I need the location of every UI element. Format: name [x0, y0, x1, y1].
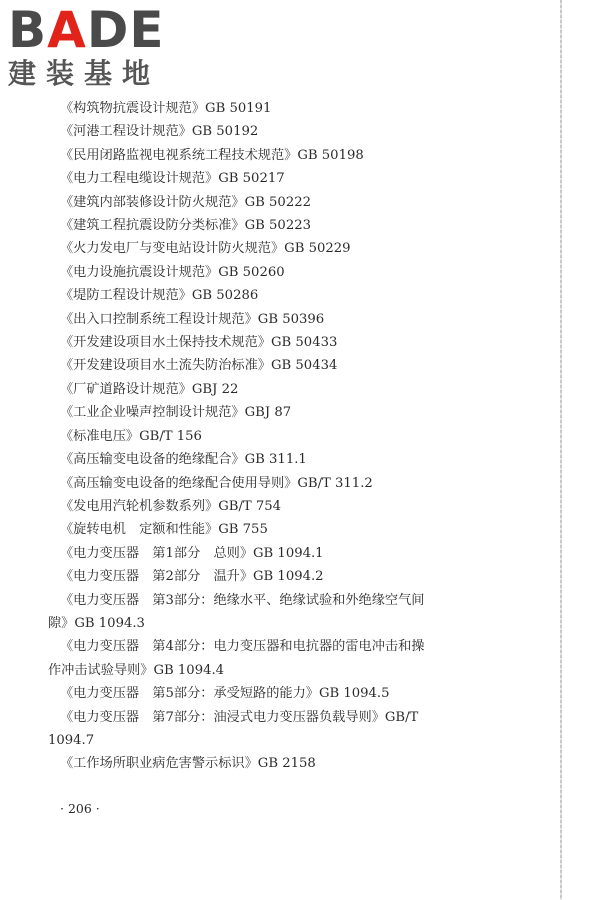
- reference-item: 《发电用汽轮机参数系列》GB/T 754: [60, 498, 282, 514]
- reference-item: 《开发建设项目水土流失防治标准》GB 50434: [60, 358, 338, 374]
- reference-item: 《厂矿道路设计规范》GBJ 22: [60, 381, 239, 397]
- reference-item: 《电力变压器 第1部分 总则》GB 1094.1: [60, 545, 324, 561]
- reference-item: [48, 635, 520, 682]
- reference-line: 《电力变压器 第4部分：电力变压器和电抗器的雷电冲击和操: [60, 639, 425, 655]
- logo-subtitle: 建装基地: [8, 57, 161, 90]
- reference-item: 《标准电压》GB/T 156: [60, 428, 202, 444]
- reference-line: 《电力变压器 第3部分：绝缘水平、绝缘试验和外绝缘空气间: [60, 592, 425, 608]
- reference-continuation: 作冲击试验导则》GB 1094.4: [48, 662, 225, 678]
- reference-item: 《工作场所职业病危害警示标识》GB 2158: [60, 756, 316, 772]
- page-number: · 206 ·: [60, 801, 100, 816]
- reference-item: 《电力设施抗震设计规范》GB 50260: [60, 264, 285, 280]
- reference-item: 《旋转电机 定额和性能》GB 755: [60, 522, 268, 538]
- reference-item: 《民用闭路监视电视系统工程技术规范》GB 50198: [60, 147, 364, 163]
- scan-edge-line: [560, 0, 562, 900]
- reference-item: 《火力发电厂与变电站设计防火规范》GB 50229: [60, 241, 351, 257]
- reference-item: 《堤防工程设计规范》GB 50286: [60, 288, 259, 304]
- reference-line: 《电力变压器 第7部分：油浸式电力变压器负载导则》GB/T: [60, 709, 419, 725]
- bade-logo: [8, 1, 178, 90]
- reference-continuation: 隙》GB 1094.3: [48, 615, 145, 631]
- reference-item: 《出入口控制系统工程设计规范》GB 50396: [60, 311, 325, 327]
- reference-list: [48, 97, 520, 776]
- reference-item: 《工业企业噪声控制设计规范》GBJ 87: [60, 405, 292, 421]
- reference-item: 《电力工程电缆设计规范》GB 50217: [60, 171, 285, 187]
- reference-item: 《电力变压器 第5部分：承受短路的能力》GB 1094.5: [60, 686, 390, 702]
- reference-item: 《建筑工程抗震设防分类标准》GB 50223: [60, 218, 311, 234]
- reference-item: 《高压输变电设备的绝缘配合》GB 311.1: [60, 452, 307, 468]
- reference-item: 《电力变压器 第2部分 温升》GB 1094.2: [60, 569, 324, 585]
- reference-item: 《河港工程设计规范》GB 50192: [60, 124, 259, 140]
- reference-item: 《开发建设项目水土保持技术规范》GB 50433: [60, 335, 338, 351]
- reference-item: 《构筑物抗震设计规范》GB 50191: [60, 101, 272, 116]
- reference-item: 《高压输变电设备的绝缘配合使用导则》GB/T 311.2: [60, 475, 373, 491]
- logo-wordmark: BADE: [8, 1, 165, 59]
- reference-item: 《建筑内部装修设计防火规范》GB 50222: [60, 194, 311, 210]
- reference-item: [48, 706, 520, 753]
- reference-continuation: 1094.7: [48, 732, 95, 748]
- reference-item: [48, 589, 520, 636]
